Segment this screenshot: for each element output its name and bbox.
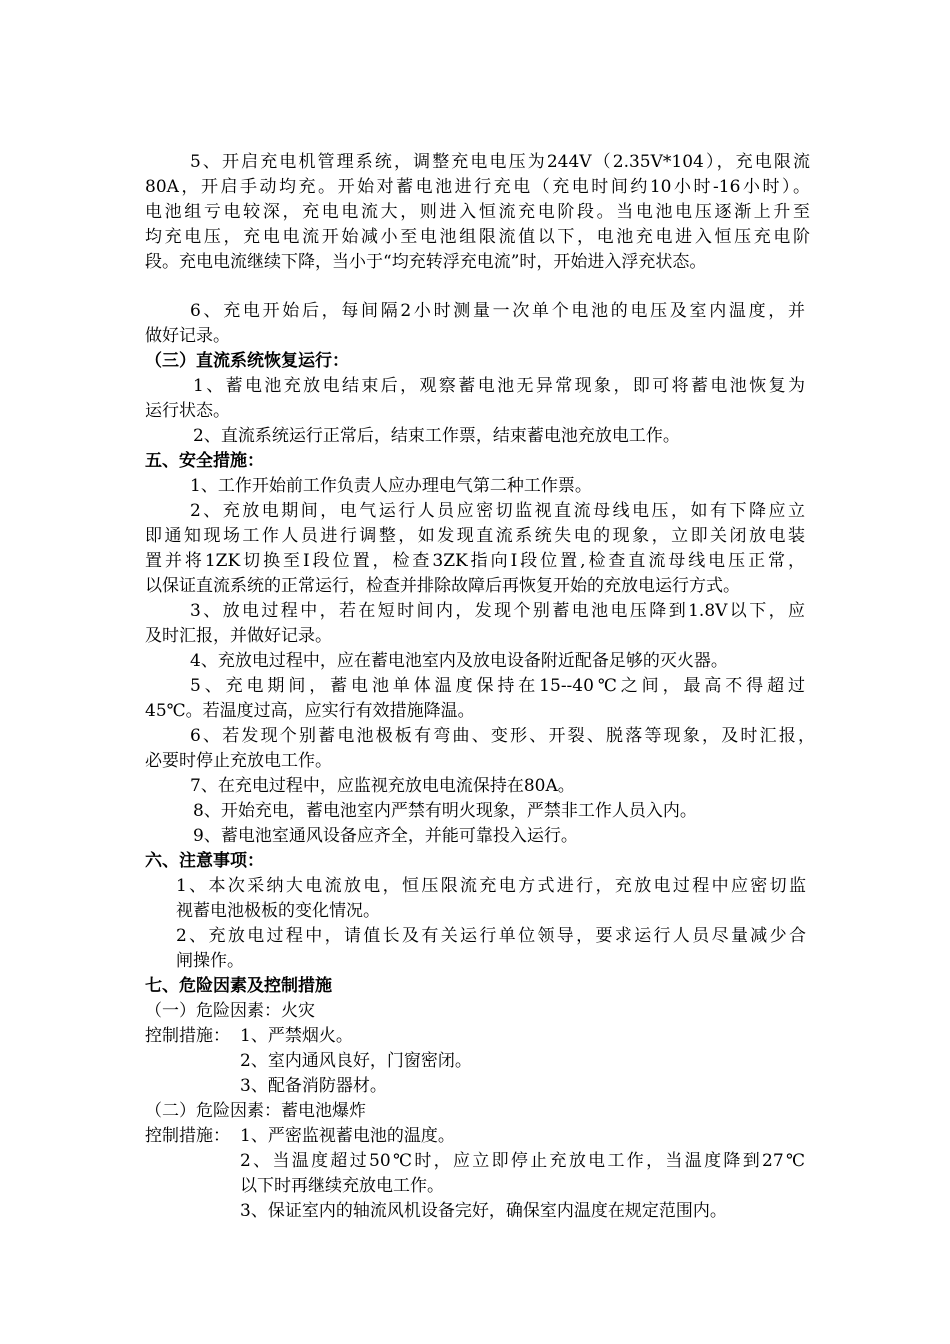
hazard2-measures-label: 控制措施： bbox=[145, 1126, 230, 1146]
hazard1-measure-3: 3、配备消防器材。 bbox=[240, 1076, 387, 1096]
hazard1-title: （一）危险因素：火灾 bbox=[145, 1001, 315, 1021]
sec4-item5-line1: 5、开启充电机管理系统，调整充电电压为244V（2.35V*104），充电限流 bbox=[190, 152, 810, 172]
sec5-item2-line1: 2、充放电期间，电气运行人员应密切监视直流母线电压，如有下降应立 bbox=[190, 501, 805, 521]
sec3-item2: 2、直流系统运行正常后，结束工作票，结束蓄电池充放电工作。 bbox=[193, 426, 680, 446]
hazard2-measure-2-line1: 2、当温度超过50℃时，应立即停止充放电工作，当温度降到27℃ bbox=[240, 1151, 805, 1171]
hazard1-measure-1: 1、严禁烟火。 bbox=[240, 1026, 353, 1046]
sec5-item8: 8、开始充电，蓄电池室内严禁有明火现象，严禁非工作人员入内。 bbox=[193, 801, 697, 821]
sec5-item6-line2: 必要时停止充放电工作。 bbox=[145, 751, 332, 771]
sec3-item1-line1: 1、蓄电池充放电结束后，观察蓄电池无异常现象，即可将蓄电池恢复为 bbox=[193, 376, 805, 396]
sec5-item3-line2: 及时汇报，并做好记录。 bbox=[145, 626, 332, 646]
sec5-item5-line2: 45℃。若温度过高，应实行有效措施降温。 bbox=[145, 701, 475, 721]
sec6-item1-line2: 视蓄电池极板的变化情况。 bbox=[176, 901, 380, 921]
sec7-heading: 七、危险因素及控制措施 bbox=[145, 976, 332, 996]
hazard2-title: （二）危险因素：蓄电池爆炸 bbox=[145, 1101, 366, 1121]
sec5-item4: 4、充放电过程中，应在蓄电池室内及放电设备附近配备足够的灭火器。 bbox=[190, 651, 728, 671]
sec3-heading: （三）直流系统恢复运行： bbox=[145, 351, 349, 371]
sec4-item5-line2: 80A，开启手动均充。开始对蓄电池进行充电（充电时间约10小时-16小时）。 bbox=[145, 177, 810, 197]
sec5-item7: 7、在充电过程中，应监视充放电电流保持在80A。 bbox=[190, 776, 575, 796]
hazard2-measure-2-line2: 以下时再继续充放电工作。 bbox=[240, 1176, 444, 1196]
sec5-item2-line2: 即通知现场工作人员进行调整，如发现直流系统失电的现象，立即关闭放电装 bbox=[145, 526, 805, 546]
sec5-item2-line3: 置并将1ZK切换至Ⅰ段位置，检查3ZK指向Ⅰ段位置,检查直流母线电压正常， bbox=[145, 551, 805, 571]
sec5-item6-line1: 6、若发现个别蓄电池极板有弯曲、变形、开裂、脱落等现象，及时汇报， bbox=[190, 726, 815, 746]
sec5-item3-line1: 3、放电过程中，若在短时间内，发现个别蓄电池电压降到1.8V以下，应 bbox=[190, 601, 805, 621]
sec5-item5-line1: 5、充电期间，蓄电池单体温度保持在15--40℃之间，最高不得超过 bbox=[190, 676, 805, 696]
sec6-item1-line1: 1、本次采纳大电流放电，恒压限流充电方式进行，充放电过程中应密切监 bbox=[176, 876, 806, 896]
hazard1-measure-2: 2、室内通风良好，门窗密闭。 bbox=[240, 1051, 472, 1071]
sec6-heading: 六、注意事项： bbox=[145, 851, 264, 871]
sec5-item2-line4: 以保证直流系统的正常运行，检查并排除故障后再恢复开始的充放电运行方式。 bbox=[145, 576, 740, 596]
hazard1-measures-label: 控制措施： bbox=[145, 1026, 230, 1046]
sec4-item6-line1: 6、充电开始后，每间隔2小时测量一次单个电池的电压及室内温度，并 bbox=[190, 301, 805, 321]
sec4-item5-line3: 电池组亏电较深，充电电流大，则进入恒流充电阶段。当电池电压逐渐上升至 bbox=[145, 202, 810, 222]
hazard2-measure-1: 1、严密监视蓄电池的温度。 bbox=[240, 1126, 455, 1146]
sec4-item5-line5: 段。充电电流继续下降，当小于“均充转浮充电流”时，开始进入浮充状态。 bbox=[145, 252, 707, 272]
sec5-item9: 9、蓄电池室通风设备应齐全，并能可靠投入运行。 bbox=[193, 826, 578, 846]
hazard2-measure-3: 3、保证室内的轴流风机设备完好，确保室内温度在规定范围内。 bbox=[240, 1201, 727, 1221]
sec6-item2-line1: 2、充放电过程中，请值长及有关运行单位领导，要求运行人员尽量减少合 bbox=[176, 926, 806, 946]
sec5-heading: 五、安全措施： bbox=[145, 451, 264, 471]
sec4-item5-line4: 均充电压，充电电流开始减小至电池组限流值以下，电池充电进入恒压充电阶 bbox=[145, 227, 810, 247]
sec6-item2-line2: 闸操作。 bbox=[176, 951, 244, 971]
sec4-item6-line2: 做好记录。 bbox=[145, 326, 230, 346]
sec5-item1: 1、工作开始前工作负责人应办理电气第二种工作票。 bbox=[190, 476, 592, 496]
sec3-item1-line2: 运行状态。 bbox=[145, 401, 230, 421]
